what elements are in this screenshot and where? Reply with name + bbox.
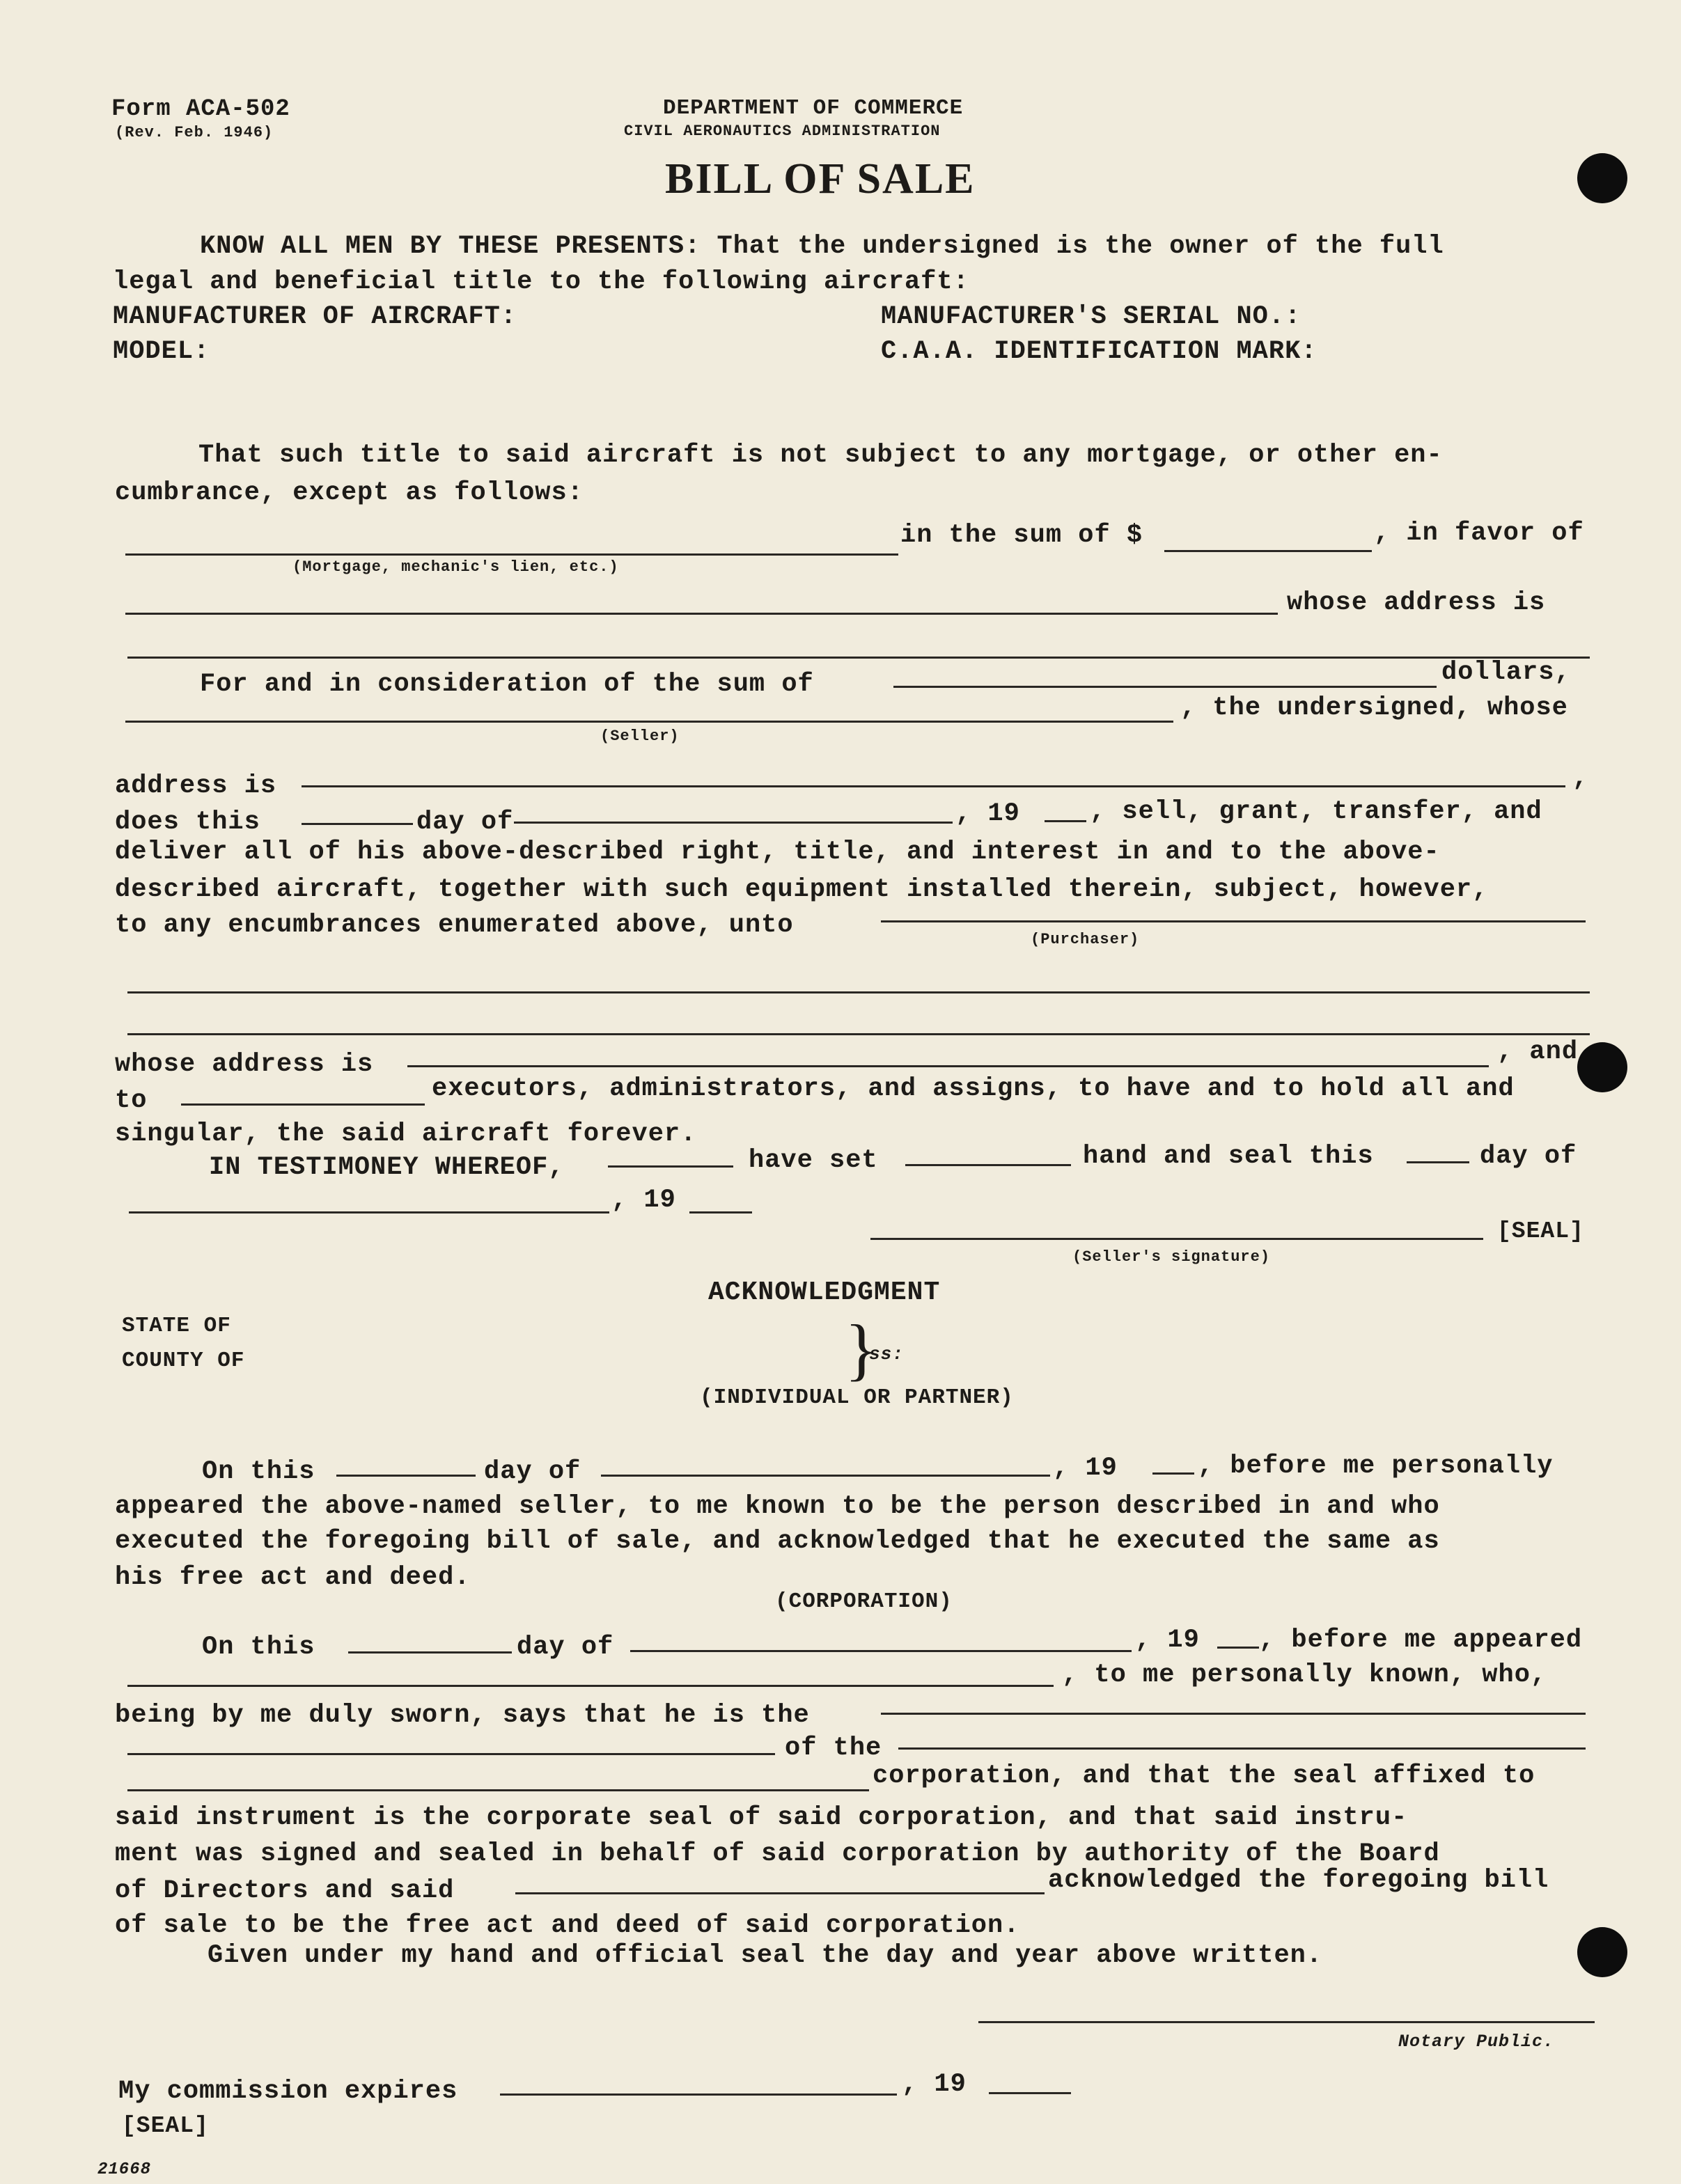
mortgage-field[interactable] [125,553,898,556]
mortgage-caption: (Mortgage, mechanic's lien, etc.) [292,558,619,576]
undersigned-label: , the undersigned, whose [1180,693,1568,723]
purchaser-address-field[interactable] [407,1065,1489,1067]
address-label: address is [115,771,277,801]
individual-on-this-label: On this [202,1457,315,1486]
model-label: MODEL: [113,337,210,366]
unto-line: to any encumbrances enumerated above, unto [115,911,794,940]
deliver-line: deliver all of his above-described right, title, and interest in and to the above- [115,838,1440,867]
notary-caption: Notary Public. [1398,2032,1555,2052]
commission-date-field[interactable] [500,2093,897,2096]
ss-label: ss: [869,1344,904,1365]
seller-address-field[interactable] [302,785,1565,787]
sale-month-field[interactable] [514,822,953,824]
binder-hole-middle [1577,1042,1627,1092]
does-this-label: does this [115,808,260,837]
department-name: DEPARTMENT OF COMMERCE [663,96,964,120]
commission-year-field[interactable] [989,2092,1071,2094]
purchaser-name-continued[interactable] [127,991,1590,993]
ment-was-line: ment was signed and sealed in behalf of said corporation by authority of the Board [115,1839,1440,1869]
sale-year-field[interactable] [1045,820,1086,822]
administration-name: CIVIL AERONAUTICS ADMINISTRATION [624,123,941,140]
corp-officer-field[interactable] [515,1892,1045,1894]
corporation-and-label: corporation, and that the seal affixed to [873,1761,1535,1791]
of-directors-label: of Directors and said [115,1876,455,1906]
individual-year-field[interactable] [1152,1472,1194,1475]
commission-year-prefix: , 19 [902,2070,967,2099]
sale-day-of-label: day of [416,808,514,837]
county-of-label: COUNTY OF [122,1349,245,1373]
to-label: to [115,1086,148,1115]
testimony-month-field[interactable] [129,1211,609,1213]
serial-number-label: MANUFACTURER'S SERIAL NO.: [881,302,1301,331]
executed-line: executed the foregoing bill of sale, and acknowledged that he executed the same as [115,1527,1440,1556]
seller-name-field[interactable] [125,721,1173,723]
favor-of-field[interactable] [125,613,1278,615]
in-favor-of-label: , in favor of [1374,519,1584,548]
form-revision: (Rev. Feb. 1946) [115,124,274,141]
testimony-pronoun-field[interactable] [905,1164,1071,1166]
purchaser-caption: (Purchaser) [1031,931,1140,948]
seller-signature-field[interactable] [870,1238,1483,1240]
said-instrument-line: said instrument is the corporate seal of said corporation, and that said instru- [115,1803,1408,1832]
before-me-appeared-label: , before me appeared [1259,1626,1583,1655]
purchaser-extra-line[interactable] [127,1033,1590,1035]
binder-hole-bottom [1577,1927,1627,1977]
individual-day-field[interactable] [336,1475,476,1477]
corp-year-field[interactable] [1217,1647,1259,1649]
form-number: Form ACA-502 [111,96,290,123]
corp-year-prefix: , 19 [1135,1626,1200,1655]
and-label: , and [1497,1037,1579,1067]
acknowledged-label: acknowledged the foregoing bill [1048,1866,1549,1895]
notary-signature-field[interactable] [978,2021,1595,2023]
page-title: BILL OF SALE [665,155,976,203]
notary-seal: [SEAL] [122,2113,209,2139]
corp-day-of-label: day of [517,1633,614,1662]
free-act-line: his free act and deed. [115,1563,471,1592]
hand-and-seal-label: hand and seal this [1083,1142,1374,1171]
encumbrance-line-2: cumbrance, except as follows: [115,478,584,508]
individual-heading: (INDIVIDUAL OR PARTNER) [700,1385,1014,1410]
testimony-label: IN TESTIMONEY WHEREOF, [209,1153,565,1182]
encumbrance-line-1: That such title to said aircraft is not subject to any mortgage, or other en- [198,441,1443,470]
acknowledgment-heading: ACKNOWLEDGMENT [708,1278,941,1307]
dollars-label: dollars, [1441,658,1571,687]
being-sworn-label: being by me duly sworn, says that he is the [115,1701,810,1730]
intro-line-1: KNOW ALL MEN BY THESE PRESENTS: That the undersigned is the owner of the full [200,232,1444,261]
testimony-who-field[interactable] [608,1165,733,1168]
corp-on-this-label: On this [202,1633,315,1662]
of-the-label: of the [785,1734,882,1763]
before-me-label: , before me personally [1198,1452,1554,1481]
corporation-heading: (CORPORATION) [775,1589,953,1614]
seller-signature-caption: (Seller's signature) [1072,1248,1271,1266]
intro-line-2: legal and beneficial title to the following aircraft: [113,267,969,297]
testimony-year-field[interactable] [689,1211,752,1213]
testimony-day-of-label: day of [1480,1142,1577,1171]
consideration-label: For and in consideration of the sum of [200,670,814,699]
seller-caption: (Seller) [600,728,680,745]
executors-line: executors, administrators, and assigns, to have and to hold all and [432,1074,1515,1103]
ss-brace: } [845,1310,879,1388]
consideration-sum-field[interactable] [893,686,1437,688]
individual-month-field[interactable] [601,1475,1050,1477]
appeared-line: appeared the above-named seller, to me known to be the person described in and who [115,1492,1440,1521]
corp-day-field[interactable] [348,1651,512,1653]
caa-mark-label: C.A.A. IDENTIFICATION MARK: [881,337,1318,366]
sum-of-label: in the sum of $ [900,521,1143,550]
purchaser-name-field[interactable] [881,920,1586,922]
sale-day-field[interactable] [302,823,413,825]
purchaser-pronoun-field[interactable] [181,1103,425,1106]
corp-name-continued[interactable] [127,1789,869,1791]
manufacturer-label: MANUFACTURER OF AIRCRAFT: [113,302,517,331]
singular-line: singular, the said aircraft forever. [115,1120,697,1149]
sell-grant-label: , sell, grant, transfer, and [1090,797,1542,826]
corp-name-field[interactable] [898,1747,1586,1750]
given-under-line: Given under my hand and official seal the day and year above written. [208,1941,1323,1970]
binder-hole-top [1577,153,1627,203]
seller-seal: [SEAL] [1497,1218,1584,1244]
favor-address-field[interactable] [127,657,1590,659]
whose-address-label: whose address is [1287,588,1546,618]
individual-year-prefix: , 19 [1053,1454,1118,1483]
corp-title-continued[interactable] [127,1753,775,1755]
described-line: described aircraft, together with such equipment installed therein, subject, however, [115,875,1489,904]
form-code: 21668 [97,2160,152,2179]
state-of-label: STATE OF [122,1314,231,1338]
testimony-day-field[interactable] [1407,1161,1469,1163]
corp-title-field[interactable] [881,1713,1586,1715]
commission-label: My commission expires [118,2077,458,2106]
testimony-year-prefix: , 19 [611,1186,676,1215]
corp-person-field[interactable] [127,1685,1054,1687]
address-comma: , [1572,764,1589,793]
of-sale-line: of sale to be the free act and deed of said corporation. [115,1911,1020,1940]
sale-year-prefix: , 19 [955,799,1020,828]
sum-amount-field[interactable] [1164,550,1372,552]
purchaser-address-label: whose address is [115,1050,374,1079]
personally-known-label: , to me personally known, who, [1062,1660,1547,1690]
individual-day-of-label: day of [484,1457,581,1486]
have-set-label: have set [749,1146,878,1175]
corp-month-field[interactable] [630,1650,1132,1652]
